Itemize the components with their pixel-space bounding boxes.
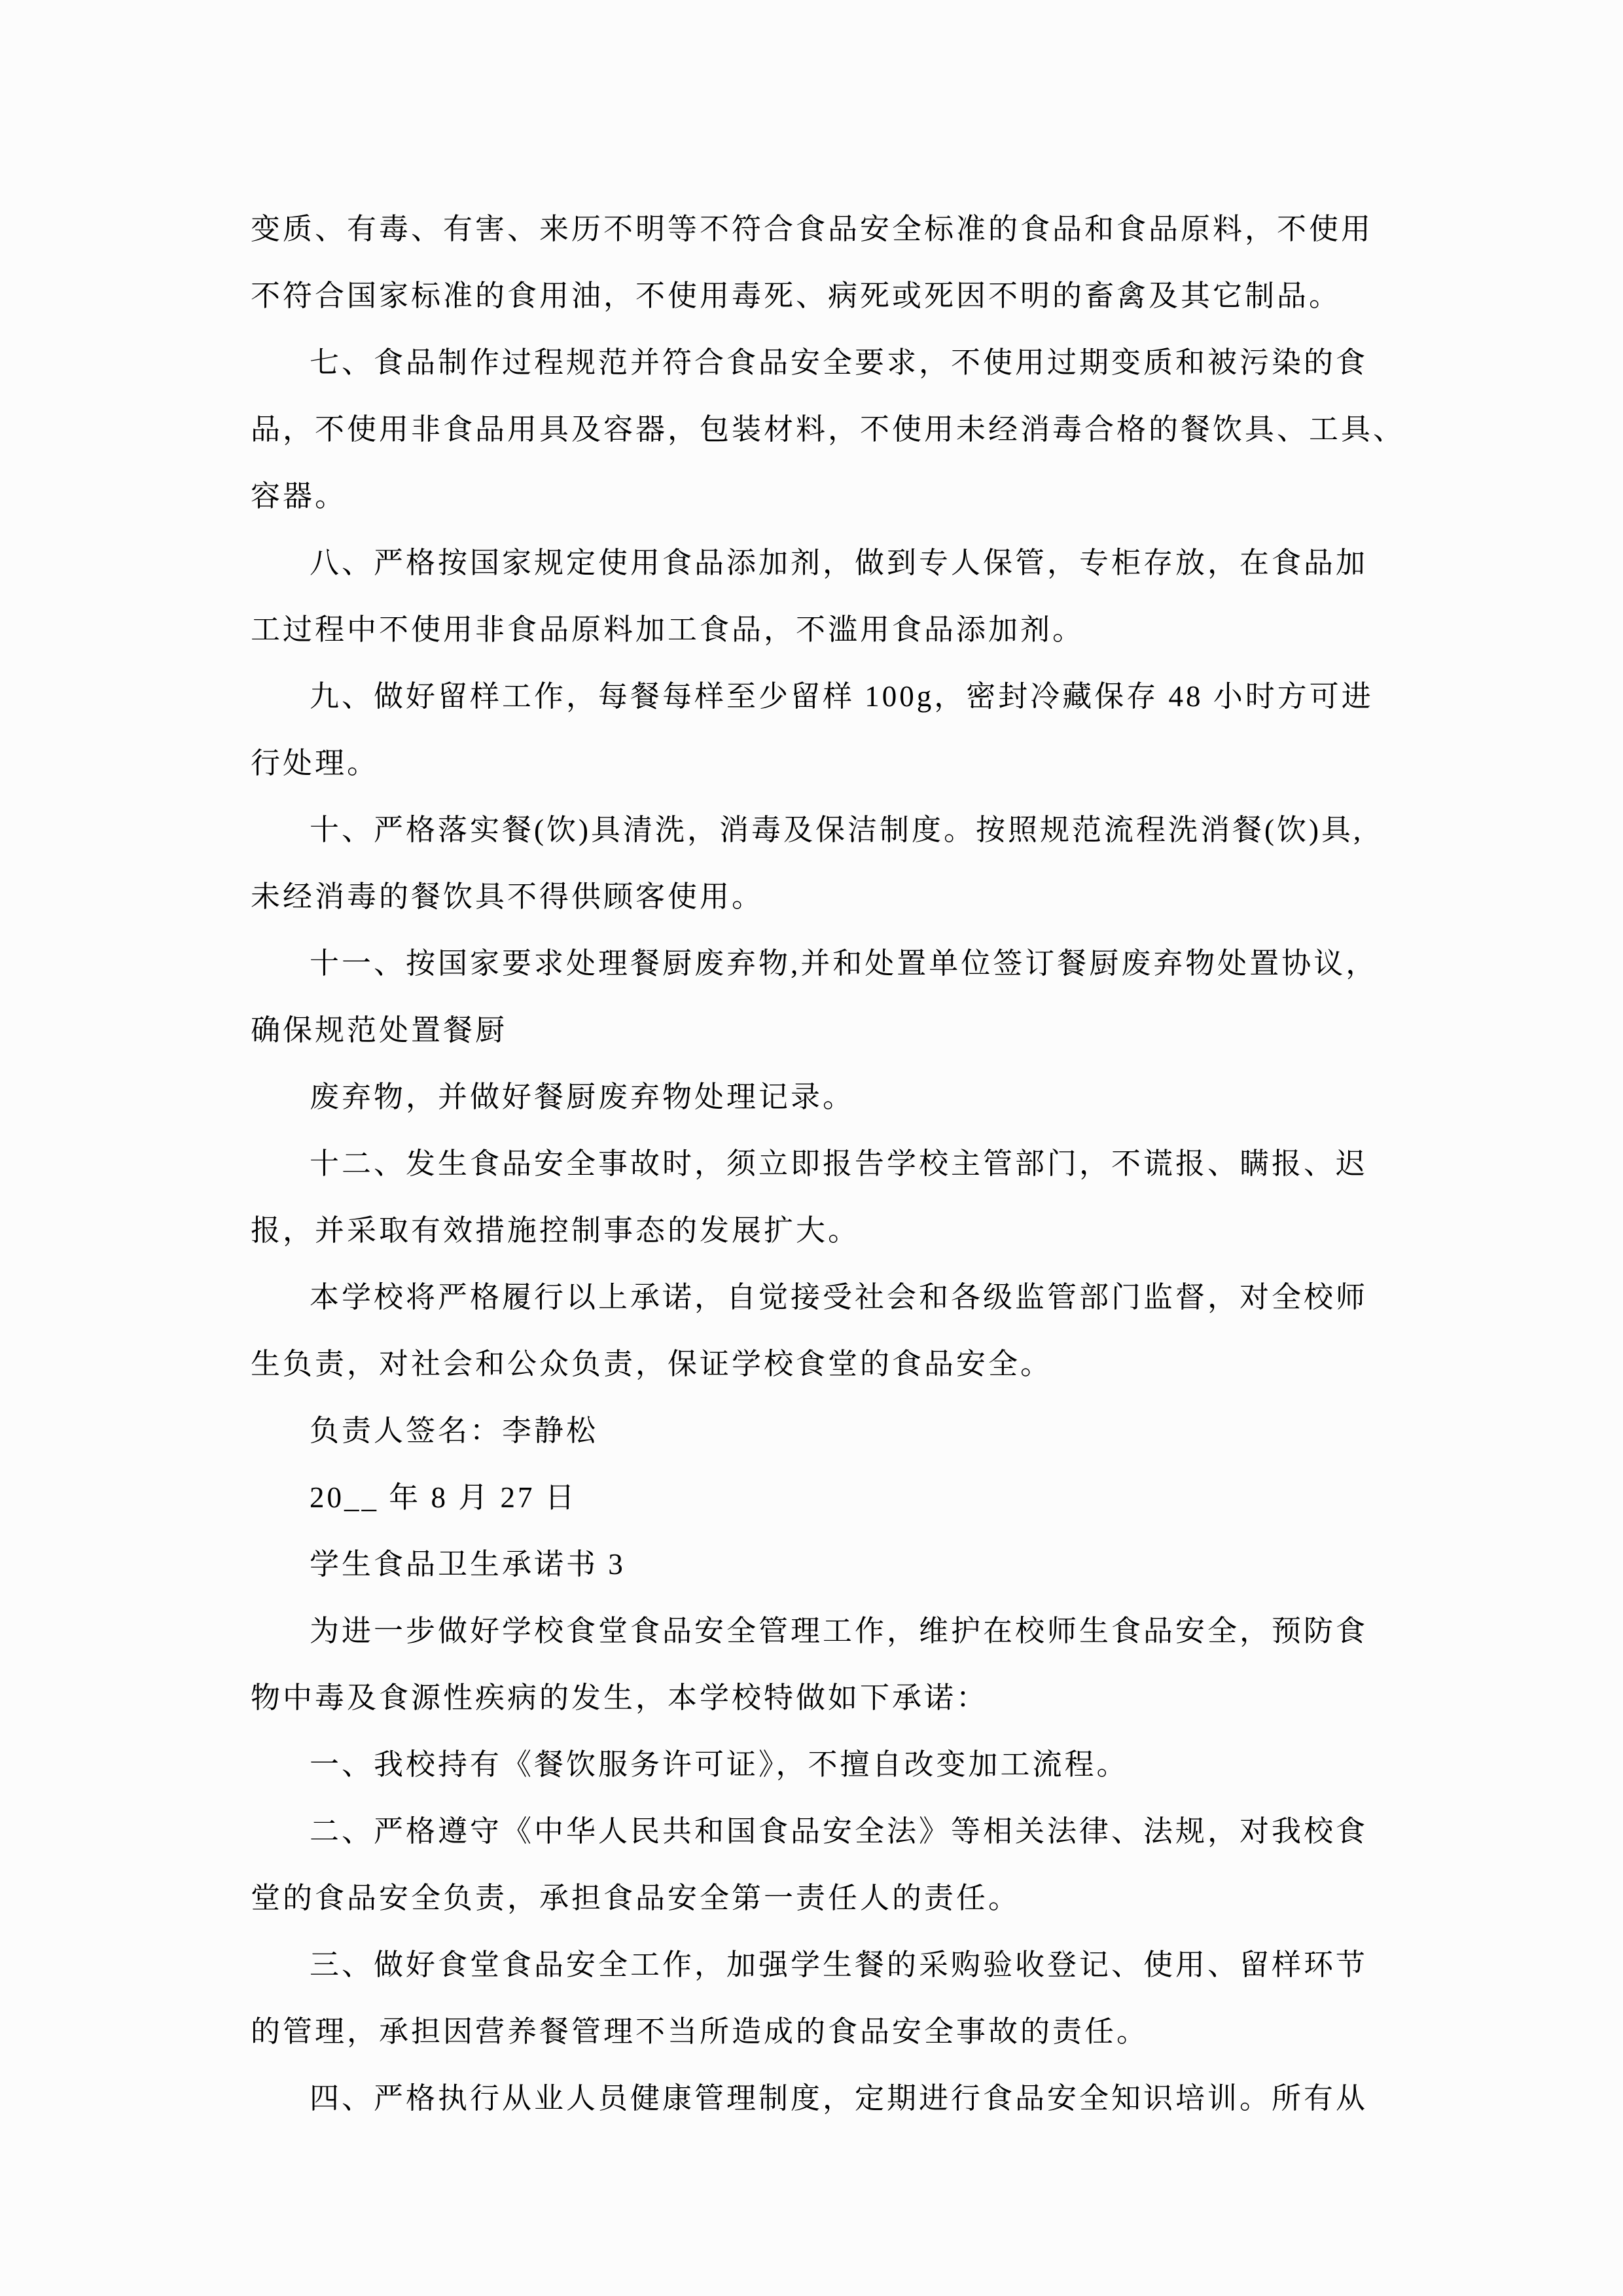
document-line: 确保规范处置餐厨 bbox=[251, 1014, 508, 1047]
document-line: 的管理，承担因营养餐管理不当所造成的食品安全事故的责任。 bbox=[251, 2015, 1149, 2048]
document-line: 行处理。 bbox=[251, 747, 380, 780]
date-line: 20__ 年 8 月 27 日 bbox=[310, 1481, 577, 1514]
document-line: 七、食品制作过程规范并符合食品安全要求，不使用过期变质和被污染的食 bbox=[310, 346, 1368, 379]
document-line: 不符合国家标准的食用油，不使用毒死、病死或死因不明的畜禽及其它制品。 bbox=[251, 279, 1342, 312]
document-line: 十、严格落实餐(饮)具清洗，消毒及保洁制度。按照规范流程洗消餐(饮)具, bbox=[310, 814, 1364, 846]
signature-line: 负责人签名：李静松 bbox=[310, 1414, 599, 1447]
document-line: 变质、有毒、有害、来历不明等不符合食品安全标准的食品和食品原料，不使用 bbox=[251, 213, 1374, 245]
section-title: 学生食品卫生承诺书 3 bbox=[310, 1548, 626, 1581]
document-line: 本学校将严格履行以上承诺，自觉接受社会和各级监管部门监督，对全校师 bbox=[310, 1281, 1368, 1314]
document-line: 堂的食品安全负责，承担食品安全第一责任人的责任。 bbox=[251, 1882, 1021, 1914]
document-line: 九、做好留样工作，每餐每样至少留样 100g，密封冷藏保存 48 小时方可进 bbox=[310, 680, 1374, 713]
document-line: 生负责，对社会和公众负责，保证学校食堂的食品安全。 bbox=[251, 1348, 1053, 1380]
document-line: 八、严格按国家规定使用食品添加剂，做到专人保管，专柜存放，在食品加 bbox=[310, 547, 1368, 579]
document-line: 二、严格遵守《中华人民共和国食品安全法》等相关法律、法规，对我校食 bbox=[310, 1815, 1368, 1848]
document-line: 四、严格执行从业人员健康管理制度，定期进行食品安全知识培训。所有从 bbox=[310, 2082, 1368, 2115]
document-line: 三、做好食堂食品安全工作，加强学生餐的采购验收登记、使用、留样环节 bbox=[310, 1948, 1368, 1981]
document-line: 品，不使用非食品用具及容器，包装材料，不使用未经消毒合格的餐饮具、工具、 bbox=[251, 413, 1406, 446]
document-line: 废弃物，并做好餐厨废弃物处理记录。 bbox=[310, 1081, 855, 1113]
document-line: 十二、发生食品安全事故时，须立即报告学校主管部门，不谎报、瞒报、迟 bbox=[310, 1147, 1368, 1180]
document-line: 一、我校持有《餐饮服务许可证》，不擅自改变加工流程。 bbox=[310, 1748, 1129, 1781]
document-line: 为进一步做好学校食堂食品安全管理工作，维护在校师生食品安全，预防食 bbox=[310, 1615, 1368, 1647]
document-line: 工过程中不使用非食品原料加工食品，不滥用食品添加剂。 bbox=[251, 613, 1085, 646]
document-line: 物中毒及食源性疾病的发生，本学校特做如下承诺： bbox=[251, 1681, 989, 1714]
document-line: 报，并采取有效措施控制事态的发展扩大。 bbox=[251, 1214, 861, 1247]
document-line: 十一、按国家要求处理餐厨废弃物,并和处置单位签订餐厨废弃物处置协议， bbox=[310, 947, 1378, 980]
document-line: 未经消毒的餐饮具不得供顾客使用。 bbox=[251, 880, 764, 913]
document-line: 容器。 bbox=[251, 480, 348, 512]
